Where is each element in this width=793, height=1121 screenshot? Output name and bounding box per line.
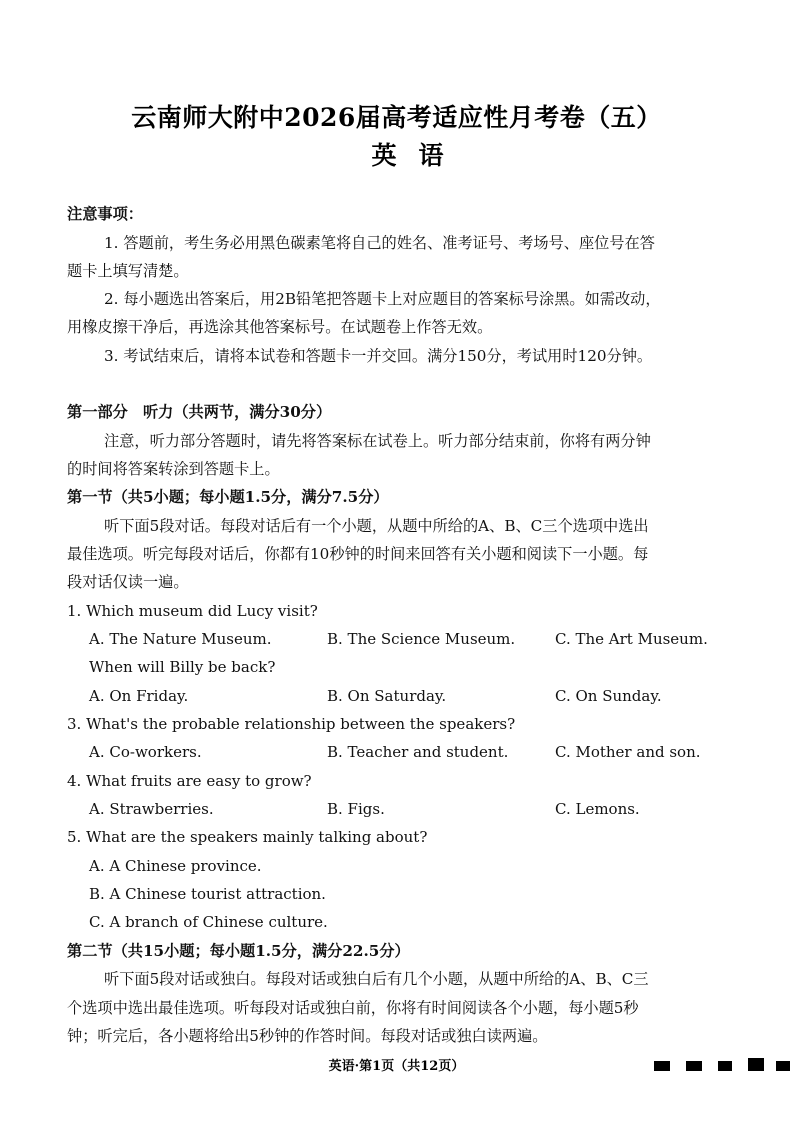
question-3-option-c: C. Mother and son. (555, 743, 701, 761)
question-5: 5. What are the speakers mainly talking about? (67, 828, 428, 846)
exam-title: 云南师大附中2026届高考适应性月考卷（五） (131, 103, 662, 132)
notice-item-2-line-1: 2. 每小题选出答案后，用2B铅笔把答题卡上对应题目的答案标号涂黑。如需改动， (104, 290, 661, 308)
notice-item-1-line-2: 题卡上填写清楚。 (67, 262, 189, 280)
part1-note-line-2: 的时间将答案转涂到答题卡上。 (67, 460, 280, 478)
part1-heading: 第一部分 听力（共两节，满分30分） (67, 403, 332, 421)
question-4-option-a: A. Strawberries. (89, 800, 214, 818)
section2-instr-line-3: 钟；听完后，各小题将给出5秒钟的作答时间。每段对话或独白读两遍。 (67, 1027, 548, 1045)
alignment-mark (686, 1061, 702, 1071)
alignment-mark (748, 1058, 764, 1071)
section2-instr-line-1: 听下面5段对话或独白。每段对话或独白后有几个小题，从题中所给的A、B、C三 (104, 970, 649, 988)
question-3: 3. What's the probable relationship between the speakers? (67, 715, 516, 733)
alignment-mark (776, 1061, 790, 1071)
question-4: 4. What fruits are easy to grow? (67, 772, 312, 790)
section1-instr-line-3: 段对话仅读一遍。 (67, 573, 189, 591)
section2-heading: 第二节（共15小题；每小题1.5分，满分22.5分） (67, 942, 410, 960)
question-1: 1. Which museum did Lucy visit? (67, 602, 318, 620)
page-footer: 英语·第1页（共12页） (328, 1059, 465, 1074)
notice-item-1-line-1: 1. 答题前，考生务必用黑色碳素笔将自己的姓名、准考证号、考场号、座位号在答 (104, 234, 655, 252)
section1-instr-line-2: 最佳选项。听完每段对话后，你都有10秒钟的时间来回答有关小题和阅读下一小题。每 (67, 545, 649, 563)
section1-heading: 第一节（共5小题；每小题1.5分，满分7.5分） (67, 488, 389, 506)
notice-item-3: 3. 考试结束后，请将本试卷和答题卡一并交回。满分150分，考试用时120分钟。 (104, 347, 653, 365)
notice-item-2-line-2: 用橡皮擦干净后，再选涂其他答案标号。在试题卷上作答无效。 (67, 318, 493, 336)
question-5-option-b: B. A Chinese tourist attraction. (89, 885, 326, 903)
alignment-mark (718, 1061, 732, 1071)
notice-heading: 注意事项： (67, 205, 143, 223)
part1-note-line-1: 注意，听力部分答题时，请先将答案标在试卷上。听力部分结束前，你将有两分钟 (104, 432, 651, 450)
subject-title: 英语 (371, 141, 466, 170)
alignment-mark (654, 1061, 670, 1071)
question-1-option-b: B. The Science Museum. (327, 630, 516, 648)
section1-instr-line-1: 听下面5段对话。每段对话后有一个小题，从题中所给的A、B、C三个选项中选出 (104, 517, 649, 535)
question-2-option-c: C. On Sunday. (555, 687, 662, 705)
question-4-option-c: C. Lemons. (555, 800, 640, 818)
question-1-option-a: A. The Nature Museum. (89, 630, 272, 648)
section2-instr-line-2: 个选项中选出最佳选项。听每段对话或独白前，你将有时间阅读各个小题，每小题5秒 (67, 999, 639, 1017)
question-2: When will Billy be back? (89, 658, 276, 676)
question-2-option-a: A. On Friday. (89, 687, 189, 705)
question-3-option-b: B. Teacher and student. (327, 743, 509, 761)
question-3-option-a: A. Co-workers. (89, 743, 202, 761)
question-1-option-c: C. The Art Museum. (555, 630, 708, 648)
question-4-option-b: B. Figs. (327, 800, 385, 818)
question-5-option-c: C. A branch of Chinese culture. (89, 913, 328, 931)
question-5-option-a: A. A Chinese province. (89, 857, 262, 875)
question-2-option-b: B. On Saturday. (327, 687, 447, 705)
